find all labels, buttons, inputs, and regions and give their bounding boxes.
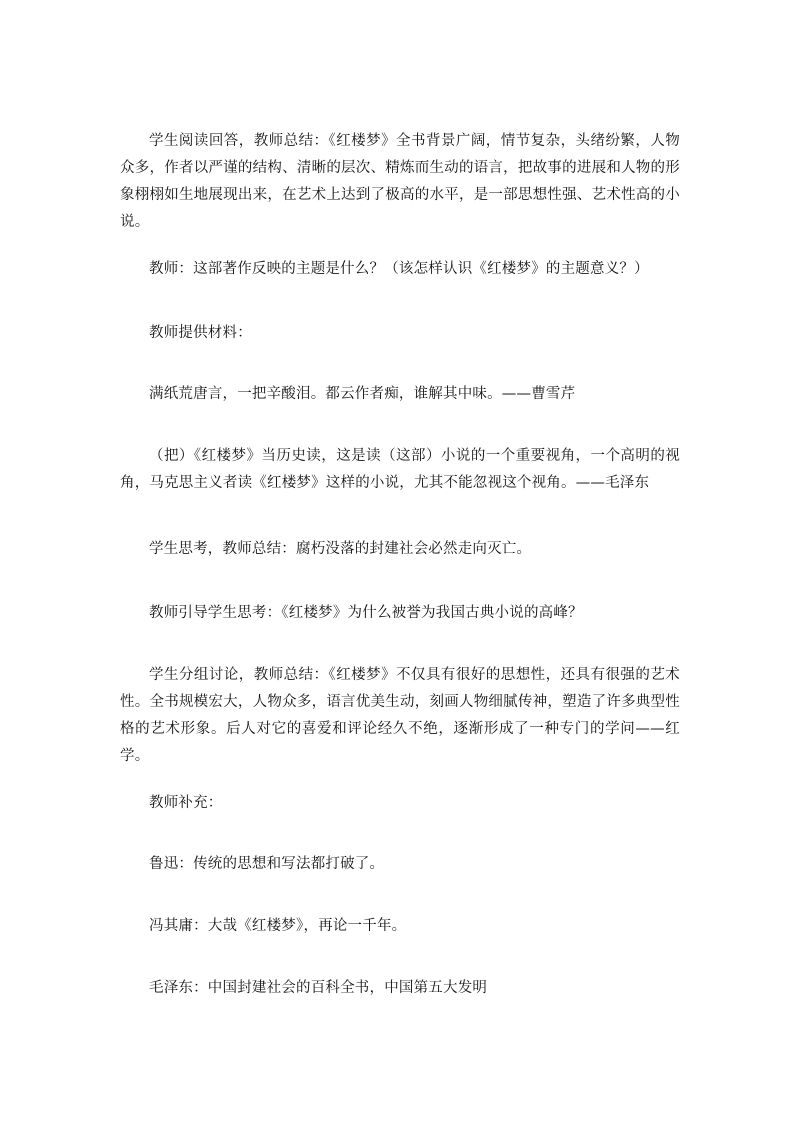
paragraph-artistry-summary: 学生分组讨论，教师总结：《红楼梦》不仅具有很好的思想性，还具有很强的艺术性。全书规模宏大，人物众多，语言优美生动，刻画人物细腻传神，塑造了许多典型性格的艺术形象。后人对它的喜爱和评论经久不绝，逐渐形成了一种专门的学问——红学。 <box>120 667 680 764</box>
paragraph-supplement-intro: 教师补充： <box>149 795 223 811</box>
paragraph-theme-question: 教师：这部著作反映的主题是什么？（该怎样认识《红楼梦》的主题意义？） <box>149 261 649 277</box>
paragraph-quote-lu-xun: 鲁迅：传统的思想和写法都打破了。 <box>149 856 385 872</box>
paragraph-summary-background: 学生阅读回答，教师总结：《红楼梦》全书背景广阔，情节复杂，头绪纷繁，人物众多，作者以严谨的结构、清晰的层次、精炼而生动的语言，把故事的进展和人物的形象栩栩如生地展现出来，在艺术上达到了极高的水平，是一部思想性强、艺术性高的小说。 <box>120 133 680 230</box>
paragraph-theme-summary: 学生思考，教师总结：腐朽没落的封建社会必然走向灭亡。 <box>149 541 532 557</box>
paragraph-materials-intro: 教师提供材料： <box>149 325 252 341</box>
paragraph-quote-cao-xueqin: 满纸荒唐言，一把辛酸泪。都云作者痴，谁解其中味。——曹雪芹 <box>149 386 576 402</box>
paragraph-quote-mao-encyclopedia: 毛泽东：中国封建社会的百科全书，中国第五大发明 <box>149 980 488 996</box>
paragraph-peak-question: 教师引导学生思考：《红楼梦》为什么被誉为我国古典小说的高峰？ <box>149 605 583 621</box>
paragraph-quote-mao-history: （把）《红楼梦》当历史读，这是读（这部）小说的一个重要视角，一个高明的视角，马克思主义者读《红楼梦》这样的小说，尤其不能忽视这个视角。——毛泽东 <box>120 448 680 491</box>
paragraph-quote-feng-qiyong: 冯其庸：大哉《红楼梦》，再论一千年。 <box>149 918 407 934</box>
